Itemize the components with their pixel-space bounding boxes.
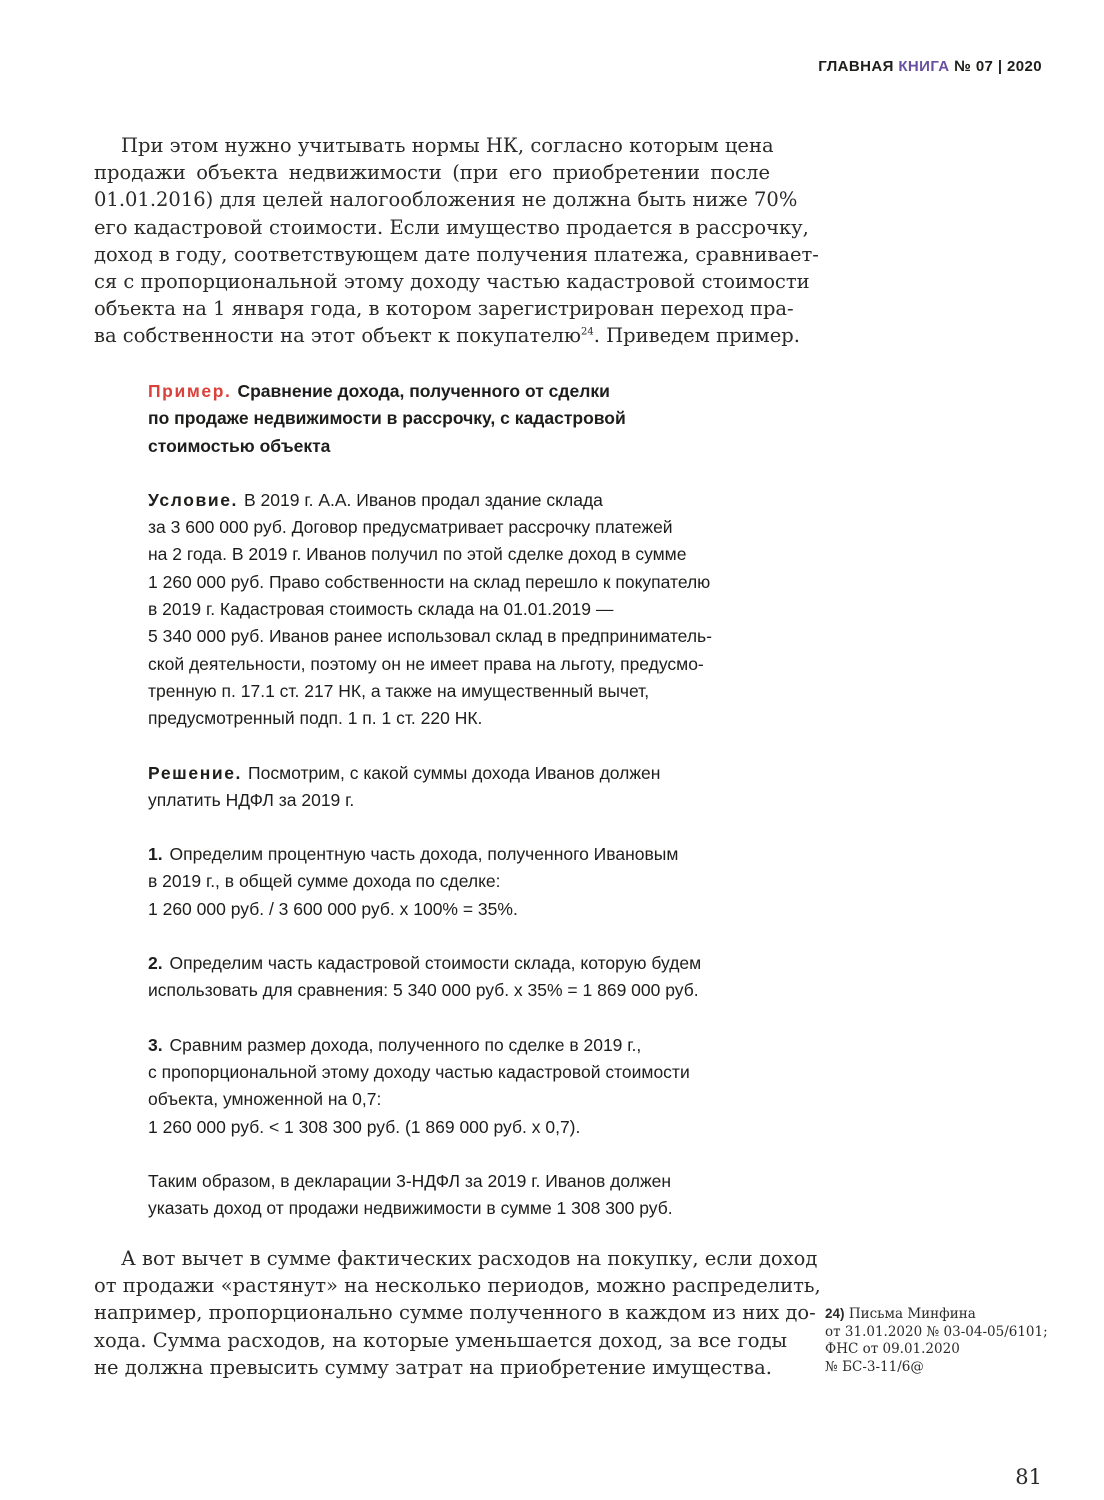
text-line [94,322,800,349]
issue-number: № 07 | 2020 [954,58,1042,75]
condition-line [148,487,788,514]
example-label: Пример. [148,381,232,401]
step-1-number: 1. [148,844,163,865]
body-paragraph-1 [94,132,819,350]
body-paragraph-2 [94,1245,821,1381]
footnote-line: № БС-3-11/6@ [825,1358,924,1375]
solution-line: уплатить НДФЛ за 2019 г. [148,789,355,810]
condition-line: тренную п. 17.1 ст. 217 НК, а также на имущественный вычет, [148,680,650,701]
condition-line: 1 260 000 руб. Право собственности на склад перешло к покупателю [148,571,711,592]
text-line: его кадастровой стоимости. Если имущество продается в рассрочку, [94,215,809,239]
step-3-text: Сравним размер дохода, полученного по сделке в 2019 г., [169,1034,642,1055]
text-line: не должна превысить сумму затрат на приобретение имущества. [94,1355,772,1379]
step-3-line: 1 260 000 руб. < 1 308 300 руб. (1 869 000 руб. x 0,7). [148,1116,581,1137]
text-line: ся с пропорциональной этому доходу частью кадастровой стоимости [94,270,810,294]
footnote-reference: 24 [581,326,594,338]
text-fragment: . Приведем пример. [593,324,800,348]
magazine-name-part2: КНИГА [898,58,950,75]
step-1-text: Определим процентную часть дохода, полученного Ивановым [169,844,679,865]
condition-line: ской деятельности, поэтому он не имеет права на льготу, предусмо- [148,653,704,674]
step-2-line: использовать для сравнения: 5 340 000 руб. x 35% = 1 869 000 руб. [148,980,699,1001]
condition-line: на 2 года. В 2019 г. Иванов получил по этой сделке доход в сумме [148,544,687,565]
page-header [818,58,1042,75]
text-line: доход в году, соответствующем дате получения платежа, сравнивает- [94,242,819,266]
footnote-line: ФНС от 09.01.2020 [825,1341,960,1357]
text-line: При этом нужно учитывать нормы НК, согласно которым цена [121,134,774,157]
page-number: 81 [1015,1465,1042,1489]
spacer [148,1141,788,1168]
conclusion-line: Таким образом, в декларации 3-НДФЛ за 2019 г. Иванов должен [148,1170,672,1191]
condition-line: за 3 600 000 руб. Договор предусматривает рассрочку платежей [148,517,673,538]
sidebar-footnote [825,1305,1065,1376]
condition-text: В 2019 г. А.А. Иванов продал здание склада [244,489,603,510]
step-1-line: в 2019 г., в общей сумме дохода по сделке: [148,871,501,892]
spacer [148,1005,788,1032]
text-line: например, пропорционально сумме полученного в каждом из них до- [94,1301,816,1325]
condition-label: Условие. [148,489,239,510]
text-fragment: ва собственности на этот объект к покупателю [94,324,582,348]
step-3-line: объекта, умноженной на 0,7: [148,1089,382,1110]
example-title-text: Сравнение дохода, полученного от сделки [237,381,610,401]
footnote-text: Письма Минфина [848,1306,976,1322]
step-1-line: 1 260 000 руб. / 3 600 000 руб. x 100% = 35%. [148,898,518,919]
text-line: объекта на 1 января года, в котором зарегистрирован переход пра- [94,297,794,321]
condition-line: 5 340 000 руб. Иванов ранее использовал склад в предприниматель- [148,626,712,647]
text-line: хода. Сумма расходов, на которые уменьшается доход, за все годы [94,1328,787,1352]
example-title-line: по продаже недвижимости в рассрочку, с кадастровой [148,408,626,429]
condition-line: в 2019 г. Кадастровая стоимость склада на 01.01.2019 — [148,599,614,620]
text-line: от продажи «растянут» на несколько периодов, можно распределить, [94,1274,821,1298]
conclusion-line: указать доход от продажи недвижимости в сумме 1 308 300 руб. [148,1198,673,1219]
example-box [148,378,788,1222]
spacer [148,460,788,487]
spacer [148,923,788,950]
footnote-line [825,1305,1065,1324]
step-1-line [148,841,788,868]
step-2-text: Определим часть кадастровой стоимости склада, которую будем [169,953,702,974]
spacer [148,814,788,841]
step-3-line [148,1032,788,1059]
text-line: А вот вычет в сумме фактических расходов на покупку, если доход [121,1247,818,1270]
step-3-line: с пропорциональной этому доходу частью кадастровой стоимости [148,1061,690,1082]
solution-line [148,760,788,787]
text-line: продажи объекта недвижимости (при его приобретении после [94,161,770,185]
footnote-line: от 31.01.2020 № 03-04-05/6101; [825,1323,1048,1340]
solution-label: Решение. [148,762,243,783]
spacer [148,733,788,760]
text-line: 01.01.2016) для целей налогообложения не должна быть ниже 70% [94,188,798,212]
example-title-line: стоимостью объекта [148,435,331,456]
step-2-line [148,950,788,977]
step-3-number: 3. [148,1034,163,1055]
example-title-line [148,378,788,405]
condition-line: предусмотренный подп. 1 п. 1 ст. 220 НК. [148,708,483,729]
magazine-name-part1: ГЛАВНАЯ [818,58,894,75]
footnote-number: 24) [825,1306,845,1321]
step-2-number: 2. [148,953,163,974]
solution-text: Посмотрим, с какой суммы дохода Иванов должен [248,762,661,783]
